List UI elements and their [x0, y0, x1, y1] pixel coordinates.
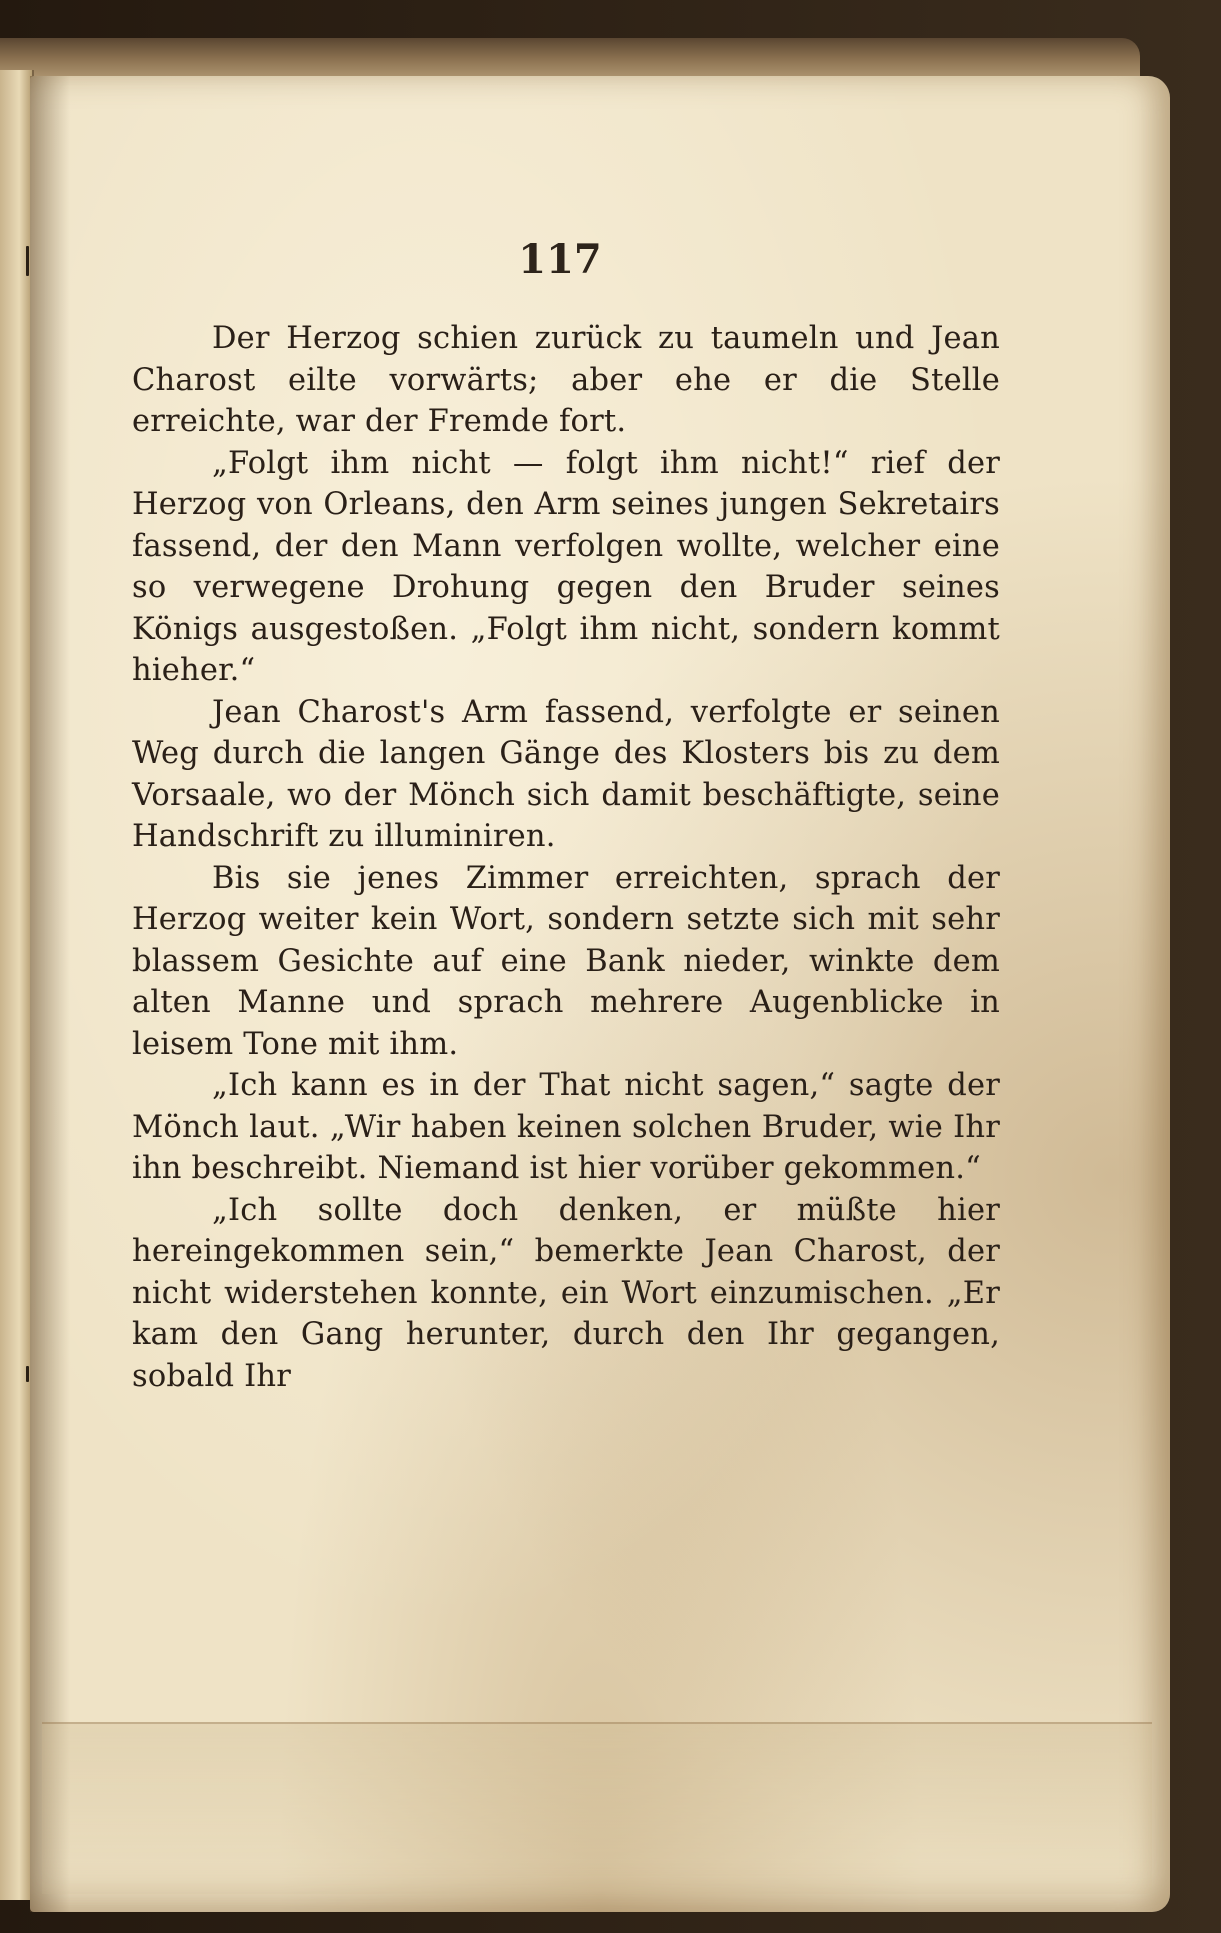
margin-mark — [26, 1366, 29, 1382]
body-text — [132, 318, 1000, 1397]
paragraph: Jean Charost's Arm fassend, verfolgte er seinen Weg durch die langen Gänge des Klosters bis zu dem Vorsaale, wo der Mönch sich damit beschäftigte, seine Handschrift zu illuminiren. — [132, 694, 1000, 854]
margin-mark — [26, 246, 29, 276]
paragraph: Der Herzog schien zurück zu taumeln und Jean Charost eilte vorwärts; aber ehe er die Stelle erreichte, war der Fremde fort. — [132, 321, 1000, 439]
left-page-edge — [0, 70, 34, 1900]
lower-page-stain — [42, 1722, 1152, 1894]
gutter-shadow — [30, 76, 70, 1912]
page-number: 117 — [518, 236, 602, 283]
paragraph: „Ich sollte doch denken, er müßte hier hereingekommen sein,“ bemerkte Jean Charost, der nicht widerstehen konnte, ein Wort einzumischen. „Er kam den Gang herunter, durch den Ihr gegangen, sobald Ihr — [132, 1192, 1000, 1394]
paragraph: Bis sie jenes Zimmer erreichten, sprach der Herzog weiter kein Wort, sondern setzte sich mit sehr blassem Gesichte auf eine Bank nieder, winkte dem alten Manne und sprach mehrere Augenblicke in leisem Tone mit ihm. — [132, 860, 1000, 1062]
paragraph: „Ich kann es in der That nicht sagen,“ sagte der Mönch laut. „Wir haben keinen solchen Bruder, wie Ihr ihn beschreibt. Niemand ist hier vorüber gekommen.“ — [132, 1068, 1000, 1186]
paragraph: „Folgt ihm nicht — folgt ihm nicht!“ rief der Herzog von Orleans, den Arm seines jungen Sekretairs fassend, der den Mann verfolgen wollte, welcher eine so verwegene Drohung gegen den Bruder seines Königs ausgestoßen. „Folgt ihm nicht, sondern kommt hieher.“ — [132, 445, 1000, 688]
